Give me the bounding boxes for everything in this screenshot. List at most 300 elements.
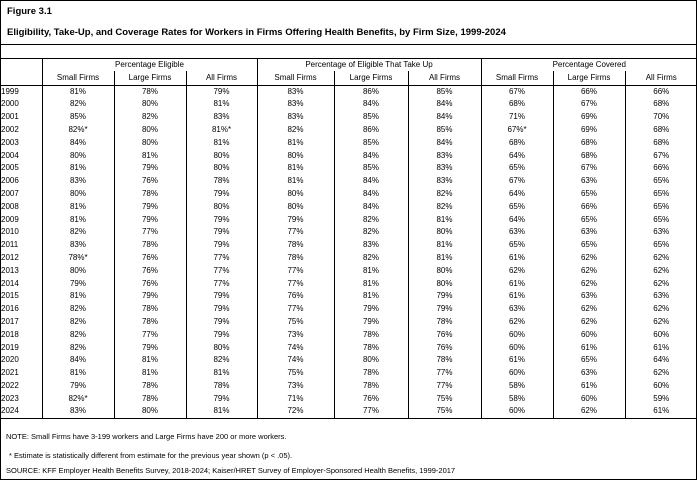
value-cell: 78% [114, 392, 186, 405]
table-row [1, 290, 697, 303]
value-cell: 82% [408, 188, 481, 201]
value-cell: 83% [408, 175, 481, 188]
value-cell: 82% [186, 354, 257, 367]
value-cell: 78% [334, 367, 408, 380]
value-cell: 61% [553, 341, 625, 354]
value-cell: 83% [257, 98, 334, 111]
value-cell: 65% [553, 213, 625, 226]
value-cell: 80% [114, 124, 186, 137]
value-cell: 60% [481, 328, 553, 341]
value-cell: 82%* [42, 392, 114, 405]
value-cell: 62% [625, 277, 697, 290]
value-cell: 71% [481, 111, 553, 124]
value-cell: 58% [481, 392, 553, 405]
value-cell: 81% [42, 85, 114, 98]
value-cell: 86% [334, 124, 408, 137]
value-cell: 58% [481, 380, 553, 393]
value-cell: 81% [408, 213, 481, 226]
year-cell: 2008 [1, 201, 19, 211]
table-row [1, 124, 697, 137]
value-cell: 61% [553, 380, 625, 393]
value-cell: 85% [42, 111, 114, 124]
value-cell: 76% [257, 290, 334, 303]
year-cell: 2004 [1, 150, 19, 160]
value-cell: 79% [42, 380, 114, 393]
value-cell: 78% [186, 380, 257, 393]
value-cell: 81% [334, 264, 408, 277]
value-cell: 81% [257, 162, 334, 175]
value-cell: 82% [408, 200, 481, 213]
value-cell: 80% [186, 162, 257, 175]
group-header: Percentage Eligible [42, 59, 257, 72]
value-cell: 74% [257, 354, 334, 367]
value-cell: 82% [42, 226, 114, 239]
year-cell: 2016 [1, 304, 19, 314]
value-cell: 64% [481, 149, 553, 162]
value-cell: 83% [42, 175, 114, 188]
year-column-header [1, 71, 42, 85]
table-row [1, 149, 697, 162]
table-row [1, 252, 697, 265]
value-cell: 68% [625, 98, 697, 111]
table-row [1, 392, 697, 405]
value-cell: 82% [42, 341, 114, 354]
data-table [1, 58, 697, 419]
value-cell: 65% [553, 239, 625, 252]
value-cell: 76% [408, 341, 481, 354]
value-cell: 84% [408, 111, 481, 124]
value-cell: 84% [42, 136, 114, 149]
value-cell: 83% [257, 111, 334, 124]
value-cell: 84% [334, 188, 408, 201]
value-cell: 75% [408, 392, 481, 405]
value-cell: 60% [553, 392, 625, 405]
value-cell: 68% [553, 149, 625, 162]
value-cell: 68% [625, 124, 697, 137]
value-cell: 65% [625, 188, 697, 201]
value-cell: 79% [114, 162, 186, 175]
source-text: SOURCE: KFF Employer Health Benefits Survey, 2018-2024; Kaiser/HRET Survey of Employer-Sponsored Health Benefits, 1999-2017 [6, 465, 456, 475]
year-cell: 2013 [1, 265, 19, 275]
value-cell: 62% [625, 367, 697, 380]
value-cell: 78% [114, 316, 186, 329]
figure-title: Eligibility, Take-Up, and Coverage Rates for Workers in Firms Offering Health Benefits, by Firm Size, 1999-2024 [7, 27, 506, 38]
column-header: Large Firms [114, 71, 186, 85]
table-row [1, 98, 697, 111]
value-cell: 76% [114, 252, 186, 265]
value-cell: 79% [186, 85, 257, 98]
year-cell: 2002 [1, 125, 19, 135]
value-cell: 77% [257, 226, 334, 239]
value-cell: 63% [625, 290, 697, 303]
column-header: All Firms [408, 71, 481, 85]
value-cell: 83% [42, 239, 114, 252]
column-header: Large Firms [334, 71, 408, 85]
value-cell: 62% [553, 303, 625, 316]
value-cell: 65% [481, 239, 553, 252]
value-cell: 80% [42, 188, 114, 201]
value-cell: 67% [481, 175, 553, 188]
value-cell: 81% [114, 367, 186, 380]
value-cell: 63% [553, 226, 625, 239]
value-cell: 86% [334, 85, 408, 98]
value-cell: 80% [114, 98, 186, 111]
value-cell: 65% [553, 188, 625, 201]
value-cell: 65% [625, 200, 697, 213]
year-cell: 2000 [1, 99, 19, 109]
value-cell: 83% [408, 149, 481, 162]
value-cell: 83% [42, 405, 114, 418]
value-cell: 63% [481, 226, 553, 239]
value-cell: 81% [186, 136, 257, 149]
table-row [1, 239, 697, 252]
table-row [1, 328, 697, 341]
value-cell: 62% [481, 264, 553, 277]
value-cell: 77% [114, 226, 186, 239]
value-cell: 82% [42, 303, 114, 316]
value-cell: 63% [553, 367, 625, 380]
table-row [1, 277, 697, 290]
value-cell: 85% [334, 162, 408, 175]
value-cell: 80% [186, 200, 257, 213]
value-cell: 82% [257, 124, 334, 137]
value-cell: 67% [553, 98, 625, 111]
value-cell: 69% [553, 111, 625, 124]
table-row [1, 226, 697, 239]
table-row [1, 367, 697, 380]
value-cell: 78% [257, 239, 334, 252]
value-cell: 77% [408, 367, 481, 380]
year-cell: 2021 [1, 368, 19, 378]
value-cell: 60% [625, 380, 697, 393]
value-cell: 63% [481, 303, 553, 316]
value-cell: 71% [257, 392, 334, 405]
value-cell: 77% [186, 264, 257, 277]
value-cell: 62% [625, 303, 697, 316]
value-cell: 77% [257, 277, 334, 290]
value-cell: 81% [114, 149, 186, 162]
value-cell: 75% [257, 316, 334, 329]
value-cell: 81% [42, 367, 114, 380]
value-cell: 80% [114, 136, 186, 149]
value-cell: 79% [186, 316, 257, 329]
year-cell: 2006 [1, 176, 19, 186]
value-cell: 62% [625, 252, 697, 265]
value-cell: 81% [42, 290, 114, 303]
value-cell: 78% [114, 239, 186, 252]
table-row [1, 405, 697, 418]
table-row [1, 200, 697, 213]
value-cell: 64% [481, 213, 553, 226]
year-cell: 2018 [1, 329, 19, 339]
value-cell: 60% [481, 341, 553, 354]
value-cell: 78% [334, 341, 408, 354]
year-cell: 2010 [1, 227, 19, 237]
column-header: Large Firms [553, 71, 625, 85]
year-cell: 2009 [1, 214, 19, 224]
value-cell: 79% [186, 188, 257, 201]
year-cell: 2012 [1, 253, 19, 263]
value-cell: 60% [481, 405, 553, 418]
value-cell: 77% [186, 252, 257, 265]
table-row [1, 175, 697, 188]
value-cell: 64% [481, 188, 553, 201]
table-row [1, 111, 697, 124]
value-cell: 83% [257, 85, 334, 98]
value-cell: 77% [408, 380, 481, 393]
value-cell: 62% [625, 264, 697, 277]
value-cell: 82% [42, 328, 114, 341]
value-cell: 79% [186, 213, 257, 226]
value-cell: 82% [114, 111, 186, 124]
year-cell: 2011 [1, 240, 19, 250]
value-cell: 77% [257, 303, 334, 316]
year-cell: 2019 [1, 342, 19, 352]
value-cell: 64% [625, 354, 697, 367]
value-cell: 78% [334, 380, 408, 393]
value-cell: 76% [114, 264, 186, 277]
value-cell: 67% [625, 149, 697, 162]
value-cell: 66% [553, 200, 625, 213]
value-cell: 61% [625, 405, 697, 418]
value-cell: 63% [625, 226, 697, 239]
year-cell: 2020 [1, 355, 19, 365]
value-cell: 78% [408, 316, 481, 329]
group-header: Percentage of Eligible That Take Up [257, 59, 481, 72]
value-cell: 63% [553, 175, 625, 188]
value-cell: 78%* [42, 252, 114, 265]
value-cell: 78% [114, 85, 186, 98]
year-cell: 2005 [1, 163, 19, 173]
value-cell: 81% [257, 136, 334, 149]
value-cell: 81% [42, 213, 114, 226]
value-cell: 82% [334, 226, 408, 239]
value-cell: 84% [334, 175, 408, 188]
table-row [1, 188, 697, 201]
table-row [1, 380, 697, 393]
value-cell: 65% [553, 354, 625, 367]
value-cell: 81% [186, 367, 257, 380]
value-cell: 82% [334, 252, 408, 265]
value-cell: 65% [625, 175, 697, 188]
note-text: NOTE: Small Firms have 3-199 workers and Large Firms have 200 or more workers. [6, 431, 287, 441]
value-cell: 61% [481, 252, 553, 265]
table-row [1, 341, 697, 354]
value-cell: 72% [257, 405, 334, 418]
value-cell: 70% [625, 111, 697, 124]
value-cell: 61% [481, 354, 553, 367]
value-cell: 75% [257, 367, 334, 380]
value-cell: 81% [186, 98, 257, 111]
column-header: Small Firms [481, 71, 553, 85]
value-cell: 78% [334, 328, 408, 341]
corner-cell [1, 59, 42, 72]
value-cell: 65% [481, 200, 553, 213]
value-cell: 85% [408, 85, 481, 98]
value-cell: 66% [553, 85, 625, 98]
value-cell: 67% [481, 85, 553, 98]
value-cell: 81% [408, 252, 481, 265]
value-cell: 76% [114, 277, 186, 290]
value-cell: 66% [625, 162, 697, 175]
value-cell: 76% [114, 175, 186, 188]
value-cell: 79% [114, 290, 186, 303]
value-cell: 80% [257, 149, 334, 162]
value-cell: 62% [481, 316, 553, 329]
value-cell: 65% [481, 162, 553, 175]
table-row [1, 354, 697, 367]
value-cell: 84% [334, 149, 408, 162]
value-cell: 77% [114, 328, 186, 341]
value-cell: 76% [408, 328, 481, 341]
group-header-row [1, 59, 697, 72]
table-body [1, 85, 697, 418]
value-cell: 81% [186, 405, 257, 418]
value-cell: 79% [42, 277, 114, 290]
value-cell: 68% [481, 98, 553, 111]
value-cell: 78% [257, 252, 334, 265]
value-cell: 62% [553, 405, 625, 418]
value-cell: 65% [625, 239, 697, 252]
value-cell: 73% [257, 328, 334, 341]
year-cell: 2017 [1, 317, 19, 327]
value-cell: 84% [334, 200, 408, 213]
value-cell: 61% [481, 277, 553, 290]
value-cell: 81%* [186, 124, 257, 137]
value-cell: 79% [186, 328, 257, 341]
value-cell: 67%* [481, 124, 553, 137]
table-row [1, 85, 697, 98]
value-cell: 81% [42, 162, 114, 175]
table-row [1, 162, 697, 175]
value-cell: 61% [625, 341, 697, 354]
value-cell: 63% [553, 290, 625, 303]
value-cell: 83% [186, 111, 257, 124]
value-cell: 79% [408, 290, 481, 303]
table-row [1, 136, 697, 149]
year-cell: 2015 [1, 291, 19, 301]
year-cell: 2023 [1, 393, 19, 403]
value-cell: 79% [186, 290, 257, 303]
value-cell: 81% [408, 239, 481, 252]
value-cell: 78% [114, 188, 186, 201]
value-cell: 73% [257, 380, 334, 393]
value-cell: 80% [186, 341, 257, 354]
value-cell: 79% [186, 226, 257, 239]
year-cell: 1999 [1, 86, 19, 96]
value-cell: 69% [553, 124, 625, 137]
year-cell: 2024 [1, 405, 42, 418]
value-cell: 82% [42, 98, 114, 111]
value-cell: 84% [408, 98, 481, 111]
value-cell: 80% [408, 277, 481, 290]
column-header: Small Firms [257, 71, 334, 85]
title-block [1, 1, 696, 45]
value-cell: 66% [625, 85, 697, 98]
value-cell: 79% [114, 341, 186, 354]
column-header: All Firms [186, 71, 257, 85]
year-cell: 2022 [1, 381, 19, 391]
value-cell: 62% [553, 252, 625, 265]
value-cell: 62% [625, 316, 697, 329]
value-cell: 79% [334, 303, 408, 316]
value-cell: 78% [408, 354, 481, 367]
value-cell: 82%* [42, 124, 114, 137]
value-cell: 62% [553, 277, 625, 290]
value-cell: 68% [553, 136, 625, 149]
figure-label: Figure 3.1 [7, 6, 52, 17]
value-cell: 60% [625, 328, 697, 341]
value-cell: 80% [42, 149, 114, 162]
value-cell: 85% [334, 136, 408, 149]
value-cell: 62% [553, 264, 625, 277]
column-header: All Firms [625, 71, 697, 85]
group-header: Percentage Covered [481, 59, 697, 72]
table-row [1, 213, 697, 226]
value-cell: 85% [334, 111, 408, 124]
value-cell: 60% [553, 328, 625, 341]
value-cell: 80% [257, 188, 334, 201]
value-cell: 81% [334, 290, 408, 303]
table-row [1, 264, 697, 277]
value-cell: 78% [114, 303, 186, 316]
value-cell: 61% [481, 290, 553, 303]
value-cell: 78% [186, 175, 257, 188]
table-header [1, 59, 697, 86]
value-cell: 80% [186, 149, 257, 162]
value-cell: 80% [408, 226, 481, 239]
value-cell: 80% [408, 264, 481, 277]
value-cell: 81% [257, 175, 334, 188]
value-cell: 76% [334, 392, 408, 405]
value-cell: 80% [42, 264, 114, 277]
column-header: Small Firms [42, 71, 114, 85]
value-cell: 75% [408, 405, 481, 418]
value-cell: 78% [114, 380, 186, 393]
value-cell: 60% [481, 367, 553, 380]
value-cell: 82% [334, 213, 408, 226]
value-cell: 77% [186, 277, 257, 290]
value-cell: 80% [114, 405, 186, 418]
year-cell: 2001 [1, 112, 19, 122]
value-cell: 77% [334, 405, 408, 418]
value-cell: 68% [481, 136, 553, 149]
notes-block [1, 419, 696, 475]
value-cell: 79% [186, 303, 257, 316]
value-cell: 59% [625, 392, 697, 405]
value-cell: 74% [257, 341, 334, 354]
value-cell: 81% [334, 277, 408, 290]
year-cell: 2014 [1, 278, 19, 288]
value-cell: 81% [114, 354, 186, 367]
table-row [1, 303, 697, 316]
value-cell: 67% [553, 162, 625, 175]
value-cell: 77% [257, 264, 334, 277]
value-cell: 68% [625, 136, 697, 149]
value-cell: 84% [42, 354, 114, 367]
value-cell: 79% [114, 200, 186, 213]
year-cell: 2007 [1, 189, 19, 199]
table-row [1, 316, 697, 329]
value-cell: 80% [257, 200, 334, 213]
value-cell: 82% [42, 316, 114, 329]
value-cell: 79% [408, 303, 481, 316]
value-cell: 79% [334, 316, 408, 329]
value-cell: 80% [334, 354, 408, 367]
value-cell: 83% [408, 162, 481, 175]
value-cell: 81% [42, 200, 114, 213]
footnote-text: * Estimate is statistically different from estimate for the previous year shown (p < .05). [9, 450, 293, 460]
